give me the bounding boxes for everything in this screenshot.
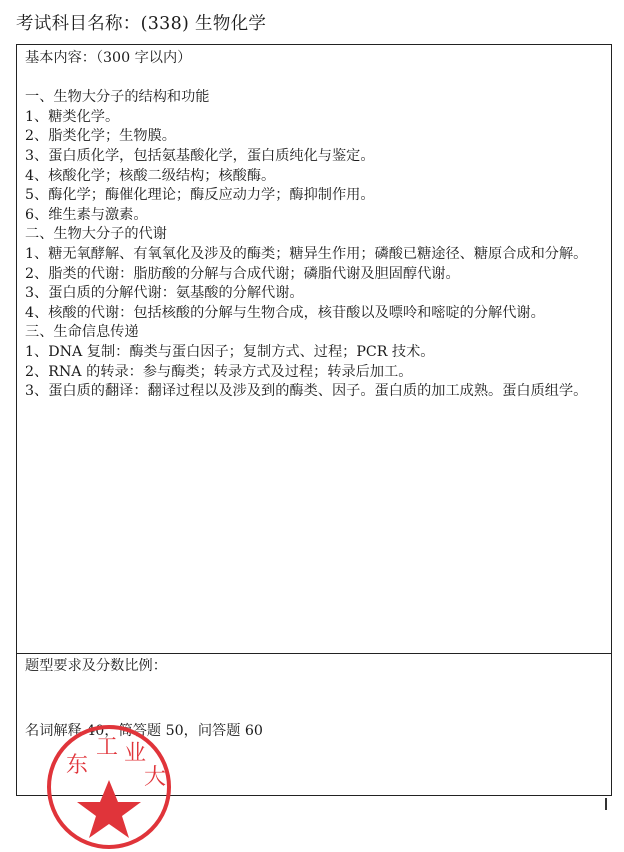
syllabus-line: 3、蛋白质的分解代谢：氨基酸的分解代谢。	[25, 285, 304, 302]
seal-char-1: 东	[66, 753, 89, 778]
syllabus-line: 三、生命信息传递	[25, 324, 139, 341]
seal-char-3: 业	[124, 741, 147, 766]
seal-char-2: 工	[96, 735, 119, 760]
basic-content-section	[25, 49, 605, 402]
score-distribution: 名词解释 40，简答题 50，问答题 60	[25, 722, 263, 739]
syllabus-line: 2、脂类化学；生物膜。	[25, 128, 176, 145]
page-edge-mark	[605, 798, 607, 810]
section-divider	[17, 653, 611, 654]
syllabus-line: 3、蛋白质化学，包括氨基酸化学，蛋白质纯化与鉴定。	[25, 147, 375, 164]
exam-subject-title: 考试科目名称：(338) 生物化学	[16, 14, 267, 34]
syllabus-line: 1、DNA 复制：酶类与蛋白因子；复制方式、过程；PCR 技术。	[25, 343, 435, 360]
basic-content-lines	[25, 88, 605, 402]
official-seal-stamp	[44, 722, 174, 852]
syllabus-line: 1、糖无氧酵解、有氧氧化及涉及的酶类；糖异生作用；磷酸已糖途径、糖原合成和分解。	[25, 245, 588, 262]
syllabus-line: 4、核酸化学；核酸二级结构；核酸酶。	[25, 167, 276, 184]
seal-char-4: 大	[144, 765, 167, 790]
seal-star-icon	[77, 780, 141, 838]
syllabus-table	[16, 44, 612, 796]
basic-content-label: 基本内容：（300 字以内）	[25, 50, 192, 66]
syllabus-line: 二、生物大分子的代谢	[25, 226, 167, 243]
syllabus-line: 5、酶化学；酶催化理论；酶反应动力学；酶抑制作用。	[25, 187, 375, 204]
syllabus-line: 1、糖类化学。	[25, 108, 120, 125]
syllabus-line: 4、核酸的代谢：包括核酸的分解与生物合成，核苷酸以及嘌呤和嘧啶的分解代谢。	[25, 304, 545, 321]
question-format-label: 题型要求及分数比例：	[25, 658, 167, 674]
syllabus-line: 3、蛋白质的翻译：翻译过程以及涉及到的酶类、因子。蛋白质的加工成熟。蛋白质组学。	[25, 383, 588, 400]
syllabus-line: 一、生物大分子的结构和功能	[25, 89, 210, 106]
syllabus-line: 2、脂类的代谢：脂肪酸的分解与合成代谢；磷脂代谢及胆固醇代谢。	[25, 265, 460, 282]
syllabus-line: 6、维生素与激素。	[25, 206, 148, 223]
syllabus-line: 2、RNA 的转录：参与酶类；转录方式及过程；转录后加工。	[25, 363, 413, 380]
